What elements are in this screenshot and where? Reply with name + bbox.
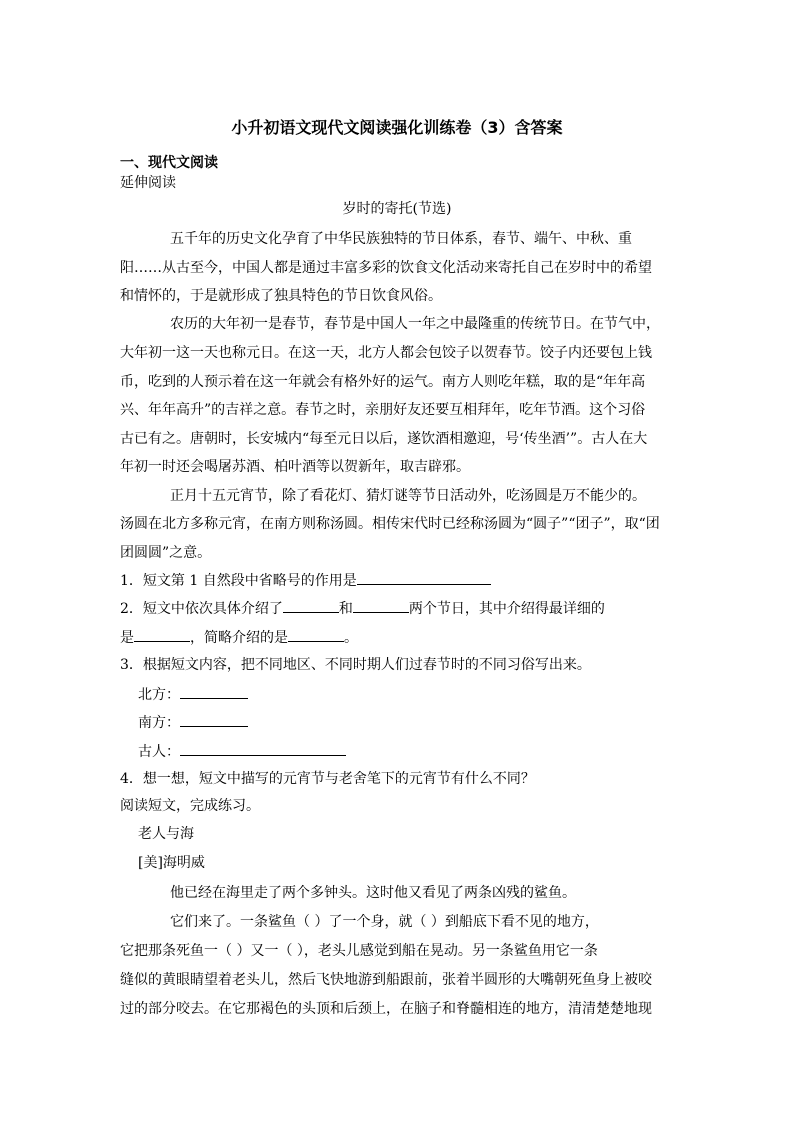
answer-blank[interactable]: [353, 598, 409, 613]
paragraph-line: 五千年的历史文化孕育了中华民族独特的节日体系，春节、端午、中秋、重: [170, 231, 632, 247]
paragraph-line: 过的部分咬去。在它那褐色的头顶和后颈上，在脑子和脊髓相连的地方，清清楚楚地现: [120, 1001, 652, 1017]
answer-blank[interactable]: [283, 598, 339, 613]
paragraph-line: 农历的大年初一是春节，春节是中国人一年之中最隆重的传统节日。在节气中，: [170, 316, 660, 332]
paragraph-line: 汤圆在北方多称元宵，在南方则称汤圆。相传宋代时已经称汤圆为“圆子”“团子”，取“团: [120, 516, 660, 532]
paragraph-line: 它们来了。一条鲨鱼（ ）了一个身，就（ ）到船底下看不见的地方，: [170, 914, 599, 930]
answer-blank[interactable]: [288, 627, 344, 642]
question-text: ，简略介绍的是: [190, 630, 288, 646]
question-text: 和: [338, 601, 353, 617]
question-text: 2．短文中依次具体介绍了: [120, 601, 283, 617]
passage-title: 老人与海: [138, 826, 194, 842]
question-3-ancient: [138, 741, 346, 762]
section-heading: 一、现代文阅读: [120, 155, 218, 171]
paragraph-line: 年初一时还会喝屠苏酒、柏叶酒等以贺新年，取吉辟邪。: [120, 459, 470, 475]
answer-blank[interactable]: [357, 570, 491, 585]
document-title: 小升初语文现代文阅读强化训练卷（3）含答案: [231, 118, 563, 137]
question-2-continued: [120, 627, 358, 648]
answer-label: 北方：: [138, 687, 180, 703]
paragraph-line: 他已经在海里走了两个多钟头。这时他又看见了两条凶残的鲨鱼。: [170, 885, 576, 901]
paragraph-line: 团圆圆”之意。: [120, 545, 212, 561]
paragraph-line: 正月十五元宵节，除了看花灯、猜灯谜等节日活动外，吃汤圆是万不能少的。: [170, 488, 646, 504]
question-3-south: [138, 712, 248, 733]
paragraph-line: 阳……从古至今，中国人都是通过丰富多彩的饮食文化活动来寄托自己在岁时中的希望: [120, 260, 652, 276]
answer-label: 古人：: [138, 744, 180, 760]
passage-title: 岁时的寄托(节选): [342, 201, 452, 217]
question-text: 两个节日，其中介绍得最详细的: [408, 601, 605, 617]
paragraph-line: 它把那条死鱼一（ ）又一（ ），老头儿感觉到船在晃动。另一条鲨鱼用它一条: [120, 943, 598, 959]
answer-blank[interactable]: [180, 712, 248, 727]
question-text: 。: [344, 630, 358, 646]
passage-author: [美]海明威: [138, 855, 205, 871]
question-4: 4．想一想，短文中描写的元宵节与老舍笔下的元宵节有什么不同？: [120, 771, 535, 787]
subsection-label: 延伸阅读: [120, 175, 176, 191]
question-3-north: [138, 684, 248, 705]
question-text: 1．短文第 1 自然段中省略号的作用是: [120, 573, 357, 589]
question-1: [120, 570, 491, 591]
paragraph-line: 大年初一这一天也称元日。在这一天，北方人都会包饺子以贺春节。饺子内还要包上钱: [120, 345, 652, 361]
question-text: 是: [120, 630, 134, 646]
paragraph-line: 币，吃到的人预示着在这一年就会有格外好的运气。南方人则吃年糕，取的是“年年高: [120, 374, 646, 390]
answer-blank[interactable]: [180, 684, 248, 699]
paragraph-line: 缝似的黄眼睛望着老头儿，然后飞快地游到船跟前，张着半圆形的大嘴朝死鱼身上被咬: [120, 972, 652, 988]
paragraph-line: 和情怀的，于是就形成了独具特色的节日饮食风俗。: [120, 288, 442, 304]
paragraph-line: 古已有之。唐朝时，长安城内“每至元日以后，遂饮酒相邀迎，号‘传坐酒’”。古人在大: [120, 431, 648, 447]
subsection-label: 阅读短文，完成练习。: [120, 798, 260, 814]
answer-blank[interactable]: [134, 627, 190, 642]
answer-label: 南方：: [138, 715, 180, 731]
question-3: 3．根据短文内容，把不同地区、不同时期人们过春节时的不同习俗写出来。: [120, 657, 591, 673]
question-2: [120, 598, 605, 619]
paragraph-line: 兴、年年高升”的吉祥之意。春节之时，亲朋好友还要互相拜年，吃年节酒。这个习俗: [120, 402, 646, 418]
answer-blank[interactable]: [180, 741, 346, 756]
